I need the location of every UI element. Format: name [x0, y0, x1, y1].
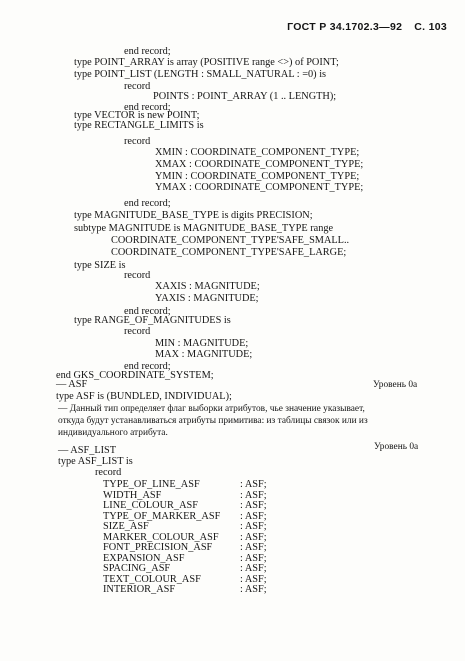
code-line: type RECTANGLE_LIMITS is — [74, 120, 204, 131]
asf-field-type: : ASF; — [240, 584, 267, 595]
level-label: Уровень 0а — [373, 380, 418, 390]
asf-field-type: : ASF; — [240, 531, 267, 543]
code-line: type MAGNITUDE_BASE_TYPE is digits PRECISION; — [74, 210, 313, 221]
code-line: XMIN : COORDINATE_COMPONENT_TYPE; — [155, 147, 360, 158]
asf-field-name: TYPE_OF_LINE_ASF — [103, 479, 200, 490]
asf-field-name: WIDTH_ASF — [103, 489, 162, 501]
code-line: MIN : MAGNITUDE; — [155, 338, 249, 349]
code-line: type RANGE_OF_MAGNITUDES is — [74, 315, 231, 326]
page-header — [287, 21, 447, 33]
asf-field-name: TYPE_OF_MARKER_ASF — [103, 510, 221, 522]
prose-line: откуда будут устанавливаться атрибуты примитива: из таблицы связок или из — [58, 416, 368, 426]
code-line: YMIN : COORDINATE_COMPONENT_TYPE; — [155, 171, 360, 182]
code-line: COORDINATE_COMPONENT_TYPE'SAFE_SMALL.. — [111, 235, 350, 246]
asf-field-type: : ASF; — [240, 573, 267, 585]
asf-field-type: : ASF; — [240, 552, 267, 564]
code-line: type ASF_LIST is — [58, 456, 133, 467]
code-line: end record; — [124, 198, 171, 209]
prose-line: — Данный тип определяет флаг выборки атрибутов, чье значение указывает, — [58, 404, 365, 414]
code-line: type SIZE is — [74, 260, 126, 271]
code-line: end record; — [124, 102, 171, 113]
code-line: record — [124, 270, 151, 281]
asf-field-name: SPACING_ASF — [103, 563, 171, 574]
code-line: type POINT_ARRAY is array (POSITIVE range <>) of POINT; — [74, 57, 339, 68]
asf-field-type: : ASF; — [240, 563, 267, 574]
code-line: end GKS_COORDINATE_SYSTEM; — [56, 370, 214, 381]
asf-field-type: : ASF; — [240, 479, 267, 490]
asf-field-type: : ASF; — [240, 521, 267, 532]
asf-field-type: : ASF; — [240, 489, 267, 501]
standard-number: ГОСТ Р 34.1702.3—92 — [287, 21, 403, 33]
code-line: record — [95, 467, 122, 478]
code-line: record — [124, 326, 151, 337]
page-number: С. 103 — [414, 21, 447, 33]
code-line: YMAX : COORDINATE_COMPONENT_TYPE; — [155, 182, 364, 193]
asf-field-name: SIZE_ASF — [103, 521, 149, 532]
code-line: COORDINATE_COMPONENT_TYPE'SAFE_LARGE; — [111, 247, 347, 258]
code-line: end record; — [124, 46, 171, 57]
code-line: type ASF is (BUNDLED, INDIVIDUAL); — [56, 391, 232, 402]
asf-field-type: : ASF; — [240, 510, 267, 522]
asf-field-type: : ASF; — [240, 542, 267, 553]
section-comment: — ASF — [56, 379, 88, 390]
asf-field-name: TEXT_COLOUR_ASF — [103, 573, 201, 585]
asf-field-type: : ASF; — [240, 500, 267, 511]
code-line: XMAX : COORDINATE_COMPONENT_TYPE; — [155, 159, 364, 170]
level-label: Уровень 0а — [374, 442, 419, 452]
asf-field-name: INTERIOR_ASF — [103, 584, 176, 595]
asf-field-name: EXPANSION_ASF — [103, 552, 185, 564]
code-line: YAXIS : MAGNITUDE; — [155, 293, 259, 304]
asf-field-name: LINE_COLOUR_ASF — [103, 500, 198, 511]
code-line: end record; — [124, 361, 171, 372]
code-line: record — [124, 136, 151, 147]
section-comment: — ASF_LIST — [58, 445, 117, 456]
code-line: record — [124, 81, 151, 92]
code-line: end record; — [124, 306, 171, 317]
prose-line: индивидуального атрибута. — [58, 428, 168, 438]
asf-field-name: MARKER_COLOUR_ASF — [103, 531, 219, 543]
asf-field-name: FONT_PRECISION_ASF — [103, 542, 213, 553]
code-line: XAXIS : MAGNITUDE; — [155, 281, 260, 292]
code-line: type POINT_LIST (LENGTH : SMALL_NATURAL : =0) is — [74, 69, 327, 80]
code-line: MAX : MAGNITUDE; — [155, 349, 253, 360]
code-line: type VECTOR is new POINT; — [74, 110, 200, 121]
code-line: subtype MAGNITUDE is MAGNITUDE_BASE_TYPE range — [74, 223, 334, 234]
code-line: POINTS : POINT_ARRAY (1 .. LENGTH); — [153, 91, 337, 102]
